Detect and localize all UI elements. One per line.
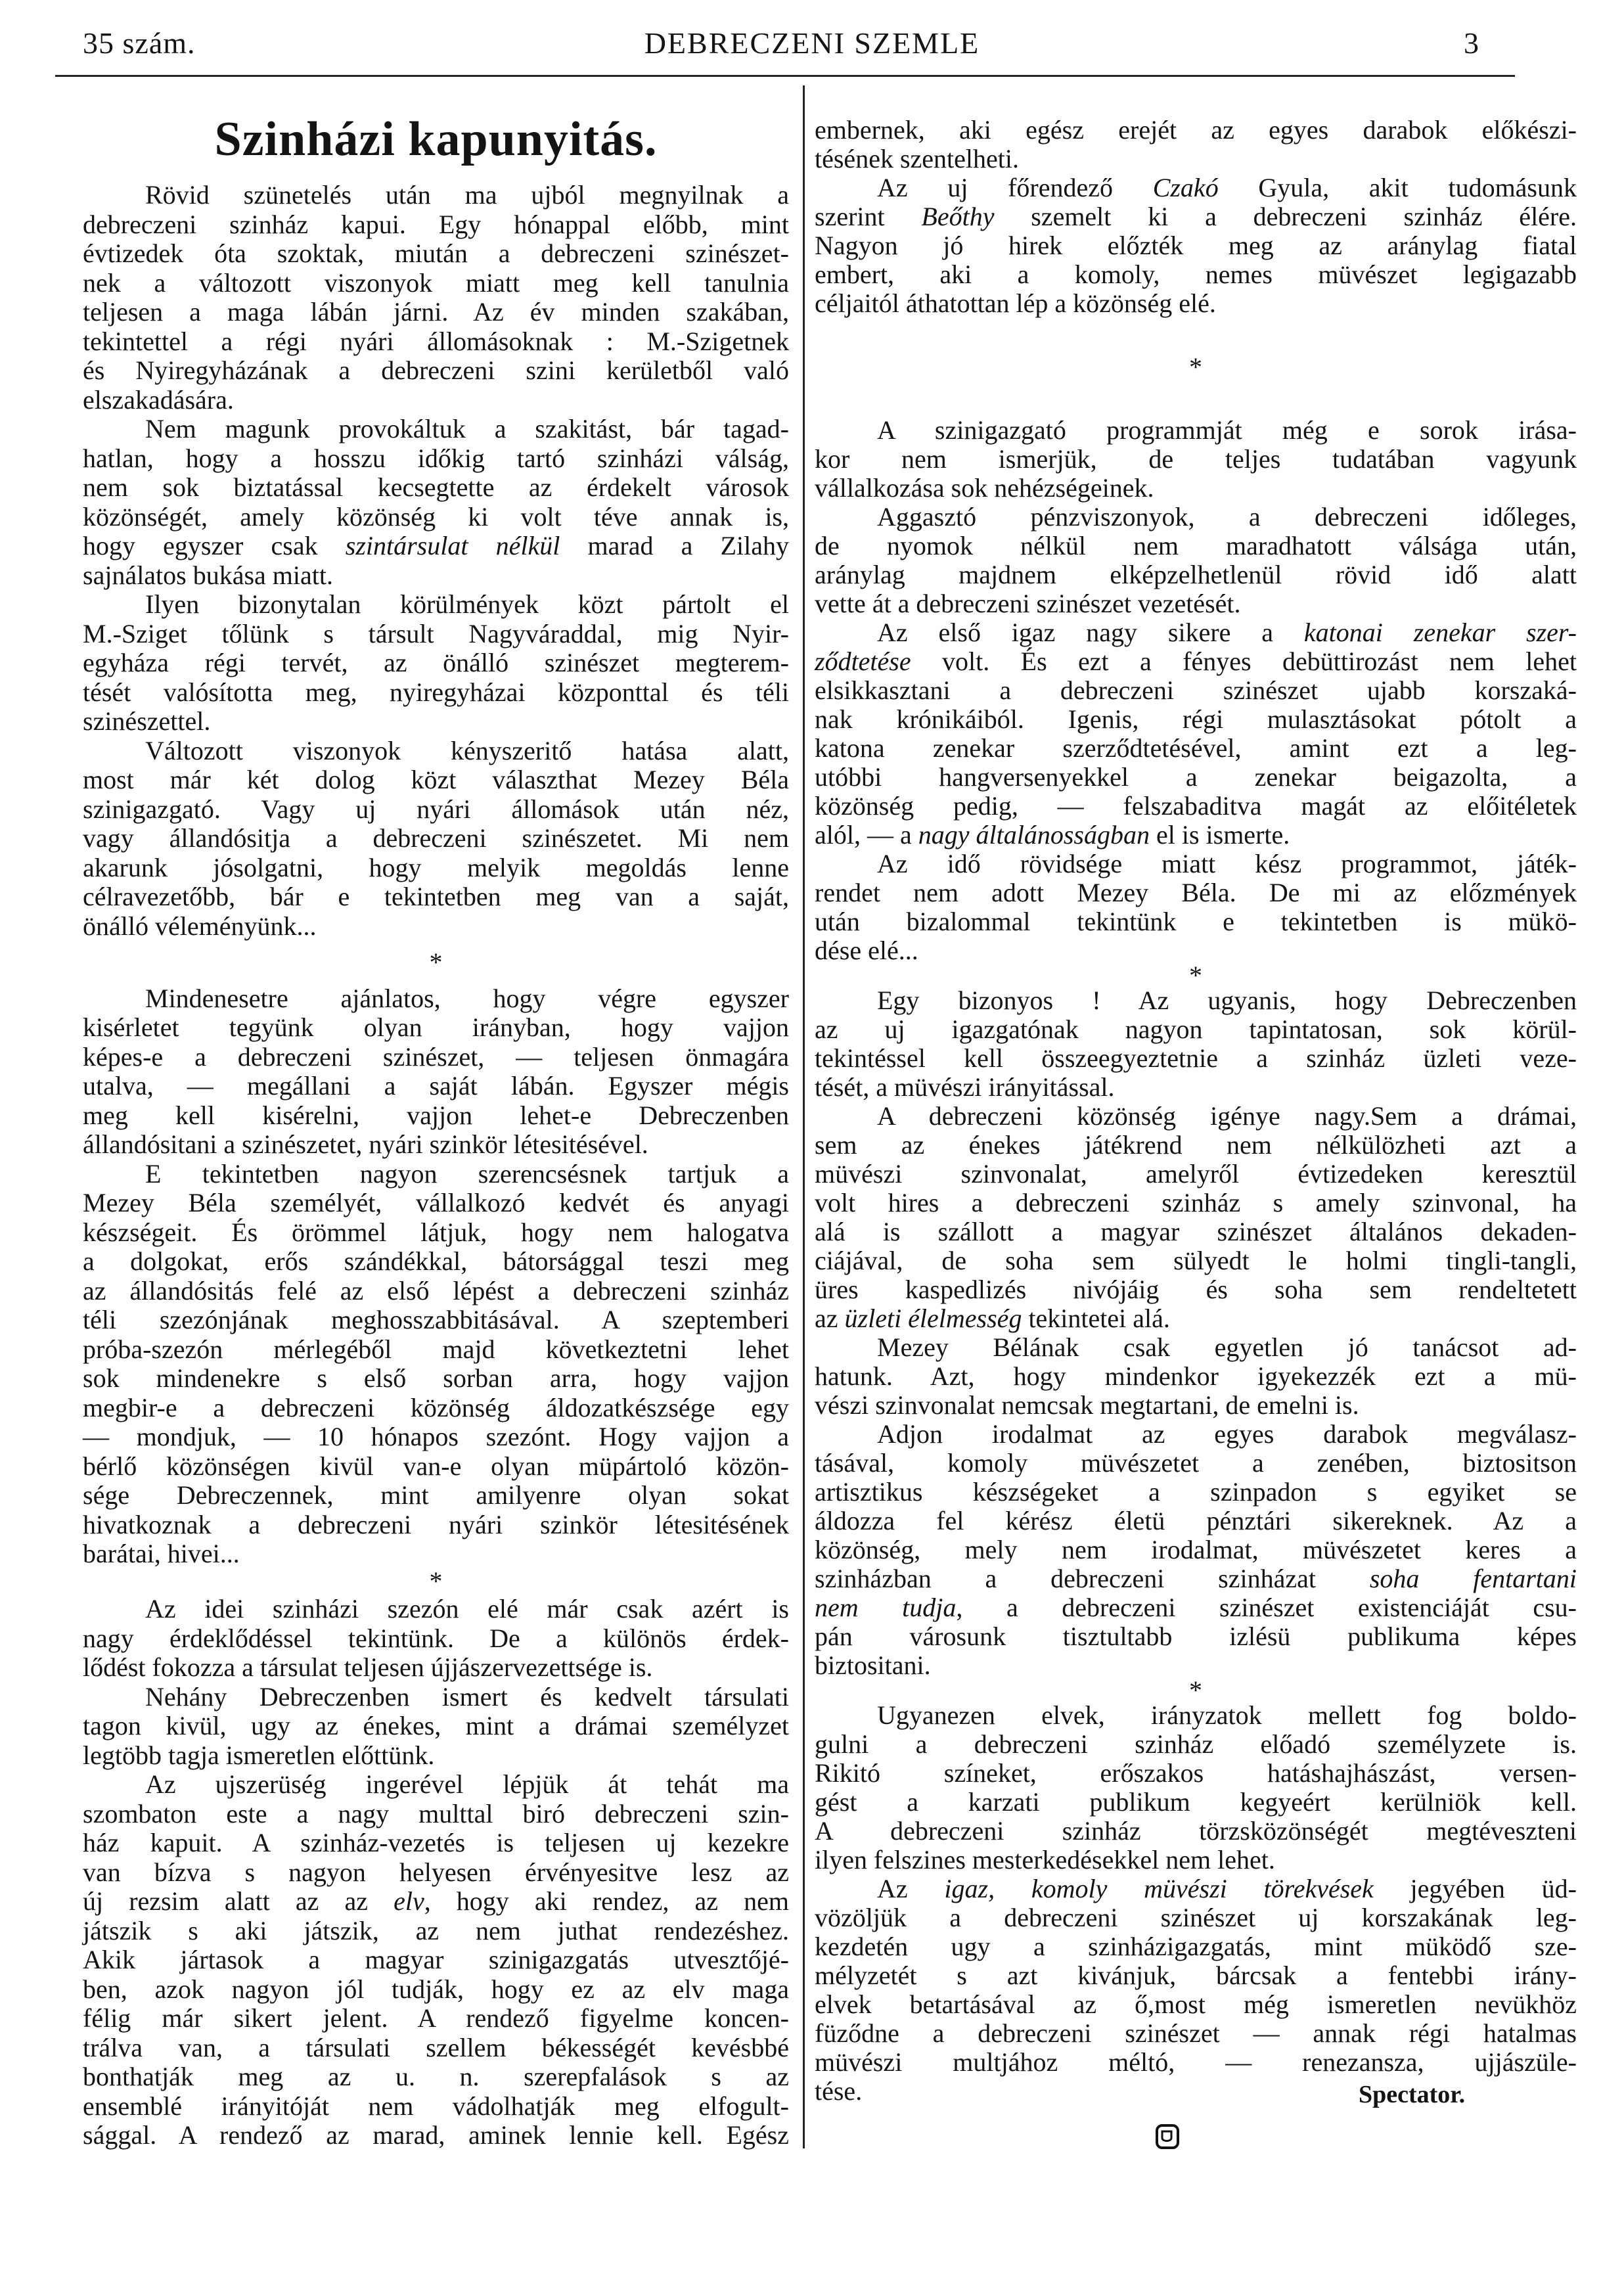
text-line: Nagyon jó hirek előzték meg az aránylag fiatal	[815, 231, 1577, 260]
text-line: áldozza fel kérész életü pénztári sikereknek. Az a	[815, 1506, 1577, 1535]
text-line: Az idő rövidsége miatt kész programmot, játék-	[877, 849, 1577, 878]
text-line: Az ujszerüség ingerével lépjük át tehát ma	[145, 1769, 789, 1799]
text-segment: Gyula, akit tudomásunk	[1218, 173, 1577, 202]
text-segment: alól, — a	[815, 820, 918, 850]
paragraph	[83, 590, 789, 737]
text-line: pán városunk tisztultabb izlésü publikuma képes	[815, 1622, 1577, 1651]
section-separator	[815, 961, 1577, 990]
header-rule	[55, 75, 1515, 77]
text-line: sem az énekes játékrend nem nélkülözheti azt a	[815, 1130, 1577, 1160]
text-line: Mindenesetre ajánlatos, hogy végre egyszer	[145, 983, 789, 1013]
paragraph	[815, 416, 1577, 503]
text-line: próba-szezón mérlegéből majd következtetni lehet	[83, 1334, 789, 1364]
section-separator	[83, 1566, 789, 1597]
text-segment: Az első igaz nagy sikere a	[877, 618, 1304, 647]
text-line: állandósitani a szinészetet, nyári szinkör létesitésével.	[83, 1129, 648, 1159]
text-line: szinigazgató. Vagy uj nyári állomások után néz,	[83, 794, 789, 824]
text-line: gést a karzati publikum kegyeért kerülniök kell.	[815, 1787, 1577, 1817]
text-line: tagon kivül, ugy az énekes, mint a drámai személyzet	[83, 1711, 789, 1740]
text-line: aránylag majdnem elképzelhetlenül rövid idő alatt	[815, 560, 1577, 589]
text-line: Akik jártasok a magyar szinigazgatás utvesztőjé-	[83, 1945, 789, 1974]
text-line: az uj igazgatónak nagyon tapintatosan, sok körül-	[815, 1014, 1577, 1044]
text-line: vészi szinvonalat nemcsak megtartani, de emelni is.	[815, 1390, 1359, 1420]
paragraph	[83, 415, 789, 590]
text-line: E tekintetben nagyon szerencsésnek tartjuk a	[145, 1158, 789, 1189]
text-line: hatunk. Azt, hogy mindenkor igyekezzék ezt a mü-	[815, 1361, 1577, 1391]
text-line: kor nem ismerjük, de teljes tudatában vagyunk	[815, 444, 1577, 474]
text-line: ház kapuit. A szinház-vezetés is teljesen uj kezekre	[83, 1828, 789, 1857]
text-line: tése.	[815, 2076, 863, 2106]
text-segment: Az	[877, 1874, 945, 1903]
text-line: sége Debreczennek, mint amilyenre olyan sokat	[83, 1480, 789, 1510]
text-line	[815, 1304, 1577, 1333]
text-line: elszakadására.	[83, 384, 234, 415]
text-line: katona zenekar szerződtetésével, amint ezt a leg-	[815, 733, 1577, 763]
end-ornament-icon	[1155, 2123, 1180, 2150]
text-line: ciájával, de soha sem sülyedt le holmi tingli-tangli,	[815, 1246, 1577, 1275]
text-line: hivatkoznak a debreczeni nyári szinkör létesitésének	[83, 1509, 789, 1539]
paragraph	[815, 618, 1577, 850]
paragraph	[83, 737, 789, 942]
text-line: tését valósította meg, nyiregyházai központtal és téli	[83, 677, 789, 707]
paragraph	[815, 503, 1577, 618]
text-line: Nem magunk provokáltuk a szakitást, bár tagad-	[145, 414, 789, 443]
text-line: vagy állandósitja a debreczeni szinészetet. Mi nem	[83, 823, 789, 853]
paragraph	[815, 1701, 1577, 1874]
text-line: sajnálatos bukása miatt.	[83, 560, 334, 590]
text-segment: szinházban a debreczeni szinházat	[815, 1564, 1370, 1593]
text-line: tekintéssel kell összeegyeztetnie a szinház üzleti veze-	[815, 1043, 1577, 1073]
text-line: tekintettel a régi nyári állomásoknak : M.-Szigetnek	[83, 326, 789, 356]
issue-number: 35 szám.	[83, 26, 196, 60]
paragraph	[83, 181, 789, 415]
text-line: embernek, aki egész erejét az egyes darabok előkészi-	[815, 115, 1577, 145]
text-line: volt hires a debreczeni szinház s amely szinvonal, ha	[815, 1188, 1577, 1217]
text-line: megbir-e a debreczeni közönség áldozatkészsége egy	[83, 1392, 789, 1422]
text-line: de nyomok nélkül nem maradhatott válsága után,	[815, 531, 1577, 560]
paragraph	[815, 986, 1577, 1102]
italic-text: Beőthy	[921, 202, 995, 231]
text-line: sággal. A rendező az marad, aminek lennie kell. Egész	[83, 2120, 789, 2150]
text-segment: , a debreczeni szinészet existenciáját csu-	[956, 1593, 1577, 1622]
text-line: legtöbb tagja ismeretlen előttünk.	[83, 1740, 435, 1770]
text-segment: hogy egyszer csak	[83, 531, 346, 560]
asterisk: *	[429, 1566, 443, 1597]
paragraph	[815, 850, 1577, 965]
italic-text: nagy általánosságban	[918, 820, 1150, 850]
text-line: évtizedek óta szoktak, miután a debreczeni szinészet-	[83, 238, 789, 268]
text-line: trálva van, a társulati szellem békességét kevésbbé	[83, 2032, 789, 2062]
text-line: és Nyiregyházának a debreczeni szini kerületből való	[83, 355, 789, 385]
paragraph	[815, 1102, 1577, 1333]
text-line: Rikitó színeket, erőszakos hatáshajhászást, versen-	[815, 1758, 1577, 1788]
italic-text: nem tudja	[815, 1593, 957, 1622]
text-line: — mondjuk, — 10 hónapos szezónt. Hogy vajjon a	[83, 1422, 789, 1451]
text-line: vözöljük a debreczeni szinészet uj korszakának leg-	[815, 1903, 1577, 1932]
text-line: akarunk jósolgatni, hogy melyik megoldás lenne	[83, 852, 789, 882]
section-separator	[815, 1675, 1577, 1705]
text-line: hatlan, hogy a hosszu időkig tartó szinházi válság,	[83, 443, 789, 473]
text-line: A debreczeni szinház törzsközönségét megtéveszteni	[815, 1816, 1577, 1846]
section-separator	[83, 941, 789, 984]
italic-text: szintársulat nélkül	[345, 531, 560, 560]
text-line: Rövid szünetelés után ma ujból megnyilnak a	[145, 180, 789, 210]
text-line: artisztikus készségeket a szinpadon s egyiket se	[815, 1477, 1577, 1507]
text-segment: , hogy aki rendez, az nem	[424, 1886, 789, 1916]
italic-text: ződtetése	[815, 647, 911, 676]
text-line	[815, 618, 1577, 647]
paragraph	[815, 1333, 1577, 1420]
text-line: dése elé...	[815, 936, 918, 965]
text-line: közönség, mely nem irodalmat, müvészetet keres a	[815, 1535, 1577, 1564]
asterisk: *	[1189, 352, 1202, 382]
text-line: gulni a debreczeni szinház előadó személyzete is.	[815, 1729, 1577, 1759]
paragraph	[815, 1420, 1577, 1680]
text-line: céljaitól áthatottan lép a közönség elé.	[815, 288, 1216, 318]
italic-text: elv	[394, 1886, 424, 1916]
text-line: a dolgokat, erős szándékkal, bátorsággal teszi meg	[83, 1246, 789, 1276]
text-line: az állandósitás felé az első lépést a debreczeni szinház	[83, 1275, 789, 1305]
text-line	[815, 1593, 1577, 1622]
text-line: vállalkozása sok nehézségeinek.	[815, 473, 1154, 503]
text-line: tésének szentelheti.	[815, 144, 1019, 173]
text-line: M.-Sziget tőlünk s társult Nagyváraddal, mig Nyir-	[83, 618, 789, 648]
paragraph	[815, 173, 1577, 318]
paragraph	[815, 1874, 1577, 2106]
text-line: egyháza régi tervét, az önálló szinészet megterem-	[83, 648, 789, 677]
text-line: Az idei szinházi szezón elé már csak azért is	[145, 1594, 789, 1623]
text-line: mélyzetét s azt kivánjuk, bárcsak a fentebbi irány-	[815, 1961, 1577, 1990]
text-segment: új rezsim alatt az az	[83, 1886, 394, 1916]
text-line: közönség pedig, — felszabaditva magát az előitéletek	[815, 791, 1577, 821]
text-line	[815, 1874, 1577, 1903]
text-segment: jegyében üd-	[1373, 1874, 1577, 1903]
text-segment: marad a Zilahy	[560, 531, 789, 560]
text-line: önálló véleményünk...	[83, 911, 317, 941]
text-line: nagy érdeklődéssel tekintünk. De a különös érdek-	[83, 1623, 789, 1653]
text-line: után bizalommal tekintünk e tekintetben is mükö-	[815, 907, 1577, 936]
text-line: elsikkasztani a debreczeni szinészet ujabb korszaká-	[815, 675, 1577, 705]
text-line: debreczeni szinház kapui. Egy hónappal előbb, mint	[83, 209, 789, 239]
asterisk: *	[1189, 1675, 1202, 1705]
text-line: üres kaspedlizés nivójáig és soha sem rendeltetett	[815, 1275, 1577, 1304]
text-line: Aggasztó pénzviszonyok, a debreczeni időleges,	[877, 502, 1577, 532]
italic-text: igaz, komoly müvészi törekvések	[944, 1874, 1374, 1903]
text-line: készségeit. És örömmel látjuk, hogy nem halogatva	[83, 1217, 789, 1247]
text-line: kezdetén ugy a szinházigazgatás, mint müködő sze-	[815, 1932, 1577, 1961]
text-line: embert, aki a komoly, nemes müvészet legigazabb	[815, 260, 1577, 289]
left-column	[83, 99, 789, 2150]
text-line: közönségét, amely közönség ki volt téve annak is,	[83, 501, 789, 532]
paragraph	[83, 1683, 789, 1771]
page-number: 3	[1464, 26, 1479, 60]
text-line	[83, 532, 789, 561]
text-line: téli szezónjának meghosszabbitásával. A szeptemberi	[83, 1305, 789, 1334]
text-line: ilyen felszines mesterkedésekkel nem lehet.	[815, 1845, 1275, 1874]
text-line: játszik s aki játszik, az nem juthat rendezéshez.	[83, 1915, 789, 1945]
text-line: félig már sikert jelent. A rendező figyelme koncen-	[83, 2003, 789, 2033]
text-line: Adjon irodalmat az egyes darabok megválasz-	[877, 1419, 1577, 1449]
text-line: rendet nem adott Mezey Béla. De mi az előzmények	[815, 878, 1577, 907]
asterisk: *	[429, 947, 443, 977]
article-title: Szinházi kapunyitás.	[214, 112, 658, 166]
paragraph	[83, 1770, 789, 2150]
text-line: teljesen a maga lábán járni. Az év minden szakában,	[83, 297, 789, 327]
text-line: ben, azok nagyon jól tudják, hogy ez az elv maga	[83, 1974, 789, 2004]
text-line: A szinigazgató programmját még e sorok irása-	[877, 415, 1577, 445]
text-line: A debreczeni közönség igénye nagy.Sem a drámai,	[877, 1101, 1577, 1131]
text-line: kisérletet tegyünk olyan irányban, hogy vajjon	[83, 1012, 789, 1042]
text-line: bérlő közönségen kivül van-e olyan müpártoló közön-	[83, 1451, 789, 1481]
paragraph	[815, 116, 1577, 173]
text-line: utalva, — megállani a saját lábán. Egyszer mégis	[83, 1071, 789, 1101]
text-line: Mezey Béla személyét, vállalkozó kedvét és anyagi	[83, 1188, 789, 1217]
text-line: lődést fokozza a társulat teljesen újjászervezettsége is.	[83, 1652, 653, 1682]
text-line: tését, a müvészi irányitással.	[815, 1072, 1115, 1102]
text-line: Változott viszonyok kényszeritő hatása alatt,	[145, 735, 789, 765]
text-line: vette át a debreczeni szinészet vezetését.	[815, 589, 1241, 618]
text-line: elvek betartásával az ő,most még ismeretlen nevükhöz	[815, 1989, 1577, 2019]
text-line: Ugyanezen elvek, irányzatok mellett fog boldo-	[877, 1700, 1577, 1730]
text-line: nek a változott viszonyok miatt meg kell tanulnia	[83, 267, 789, 298]
text-line: Nehány Debreczenben ismert és kedvelt társulati	[145, 1681, 789, 1712]
text-line: Mezey Bélának csak egyetlen jó tanácsot ad-	[877, 1332, 1577, 1362]
text-segment: szemelt ki a debreczeni szinház élére.	[994, 202, 1577, 231]
text-segment: az	[815, 1304, 845, 1333]
text-segment: volt. És ezt a fényes debüttirozást nem lehet	[911, 647, 1577, 676]
text-line: nak krónikáiból. Igenis, régi mulasztásokat pótolt a	[815, 704, 1577, 734]
text-segment: szerint	[815, 202, 922, 231]
text-line	[815, 202, 1577, 231]
text-line: barátai, hivei...	[83, 1539, 240, 1568]
text-line: Ilyen bizonytalan körülmények közt pártolt el	[145, 589, 789, 619]
text-line: müvészi multjához méltó, — renezansza, ujjászüle-	[815, 2047, 1577, 2077]
paragraph	[83, 1595, 789, 1683]
paragraph	[83, 1160, 789, 1569]
right-column	[815, 116, 1577, 2106]
text-line: most már két dolog közt választhat Mezey Béla	[83, 765, 789, 794]
text-line: szombaton este a nagy multtal biró debreczeni szin-	[83, 1798, 789, 1828]
text-line: utóbbi hangversenyekkel a zenekar beigazolta, a	[815, 762, 1577, 792]
text-line: füződne a debreczeni szinészet — annak régi hatalmas	[815, 2018, 1577, 2048]
text-line: szinészettel.	[83, 706, 211, 736]
text-line: célravezetőbb, bár e tekintetben meg van a saját,	[83, 882, 789, 911]
text-line: biztositani.	[815, 1650, 931, 1680]
asterisk: *	[1189, 961, 1202, 990]
italic-text: Czakó	[1152, 173, 1219, 202]
text-line	[815, 821, 1577, 850]
text-line: sok mindenekre s első sorban arra, hogy vajjon	[83, 1363, 789, 1393]
text-line	[815, 647, 1577, 676]
section-separator	[815, 318, 1577, 416]
text-line	[815, 173, 1577, 202]
text-line: bonthatják meg az u. n. szerepfalások s az	[83, 2062, 789, 2091]
text-line	[83, 1887, 789, 1917]
text-line: tásával, komoly müvészetet a zenében, biztositson	[815, 1448, 1577, 1478]
italic-text: üzleti élelmesség	[844, 1304, 1022, 1333]
paragraph	[83, 984, 789, 1160]
text-line: ensemblé irányitóját nem vádolhatják meg elfogult-	[83, 2091, 789, 2121]
text-segment: tekintetei alá.	[1022, 1304, 1170, 1333]
text-line: nem sok biztatással kecsegtette az érdekelt városok	[83, 472, 789, 502]
text-line: Egy bizonyos ! Az ugyanis, hogy Debreczenben	[877, 986, 1577, 1015]
text-line: meg kell kisérelni, vajjon lehet-e Debreczenben	[83, 1100, 789, 1130]
text-line: képes-e a debreczeni szinészet, — teljesen önmagára	[83, 1041, 789, 1072]
masthead: DEBRECZENI SZEMLE	[644, 26, 980, 60]
text-line	[815, 1564, 1577, 1593]
text-segment: el is ismerte.	[1149, 820, 1290, 850]
column-divider	[803, 85, 805, 2148]
text-segment: Az uj főrendező	[877, 173, 1153, 202]
text-line: müvészi szinvonalat, amelyről évtizedeken keresztül	[815, 1159, 1577, 1189]
italic-text: soha fentartani	[1369, 1564, 1577, 1593]
italic-text: katonai zenekar szer-	[1303, 618, 1577, 647]
text-line: van bízva s nagyon helyesen érvényesitve lesz az	[83, 1857, 789, 1887]
author-signature: Spectator.	[1359, 2081, 1466, 2108]
text-line: alá is szállott a magyar szinészet általános dekaden-	[815, 1217, 1577, 1246]
